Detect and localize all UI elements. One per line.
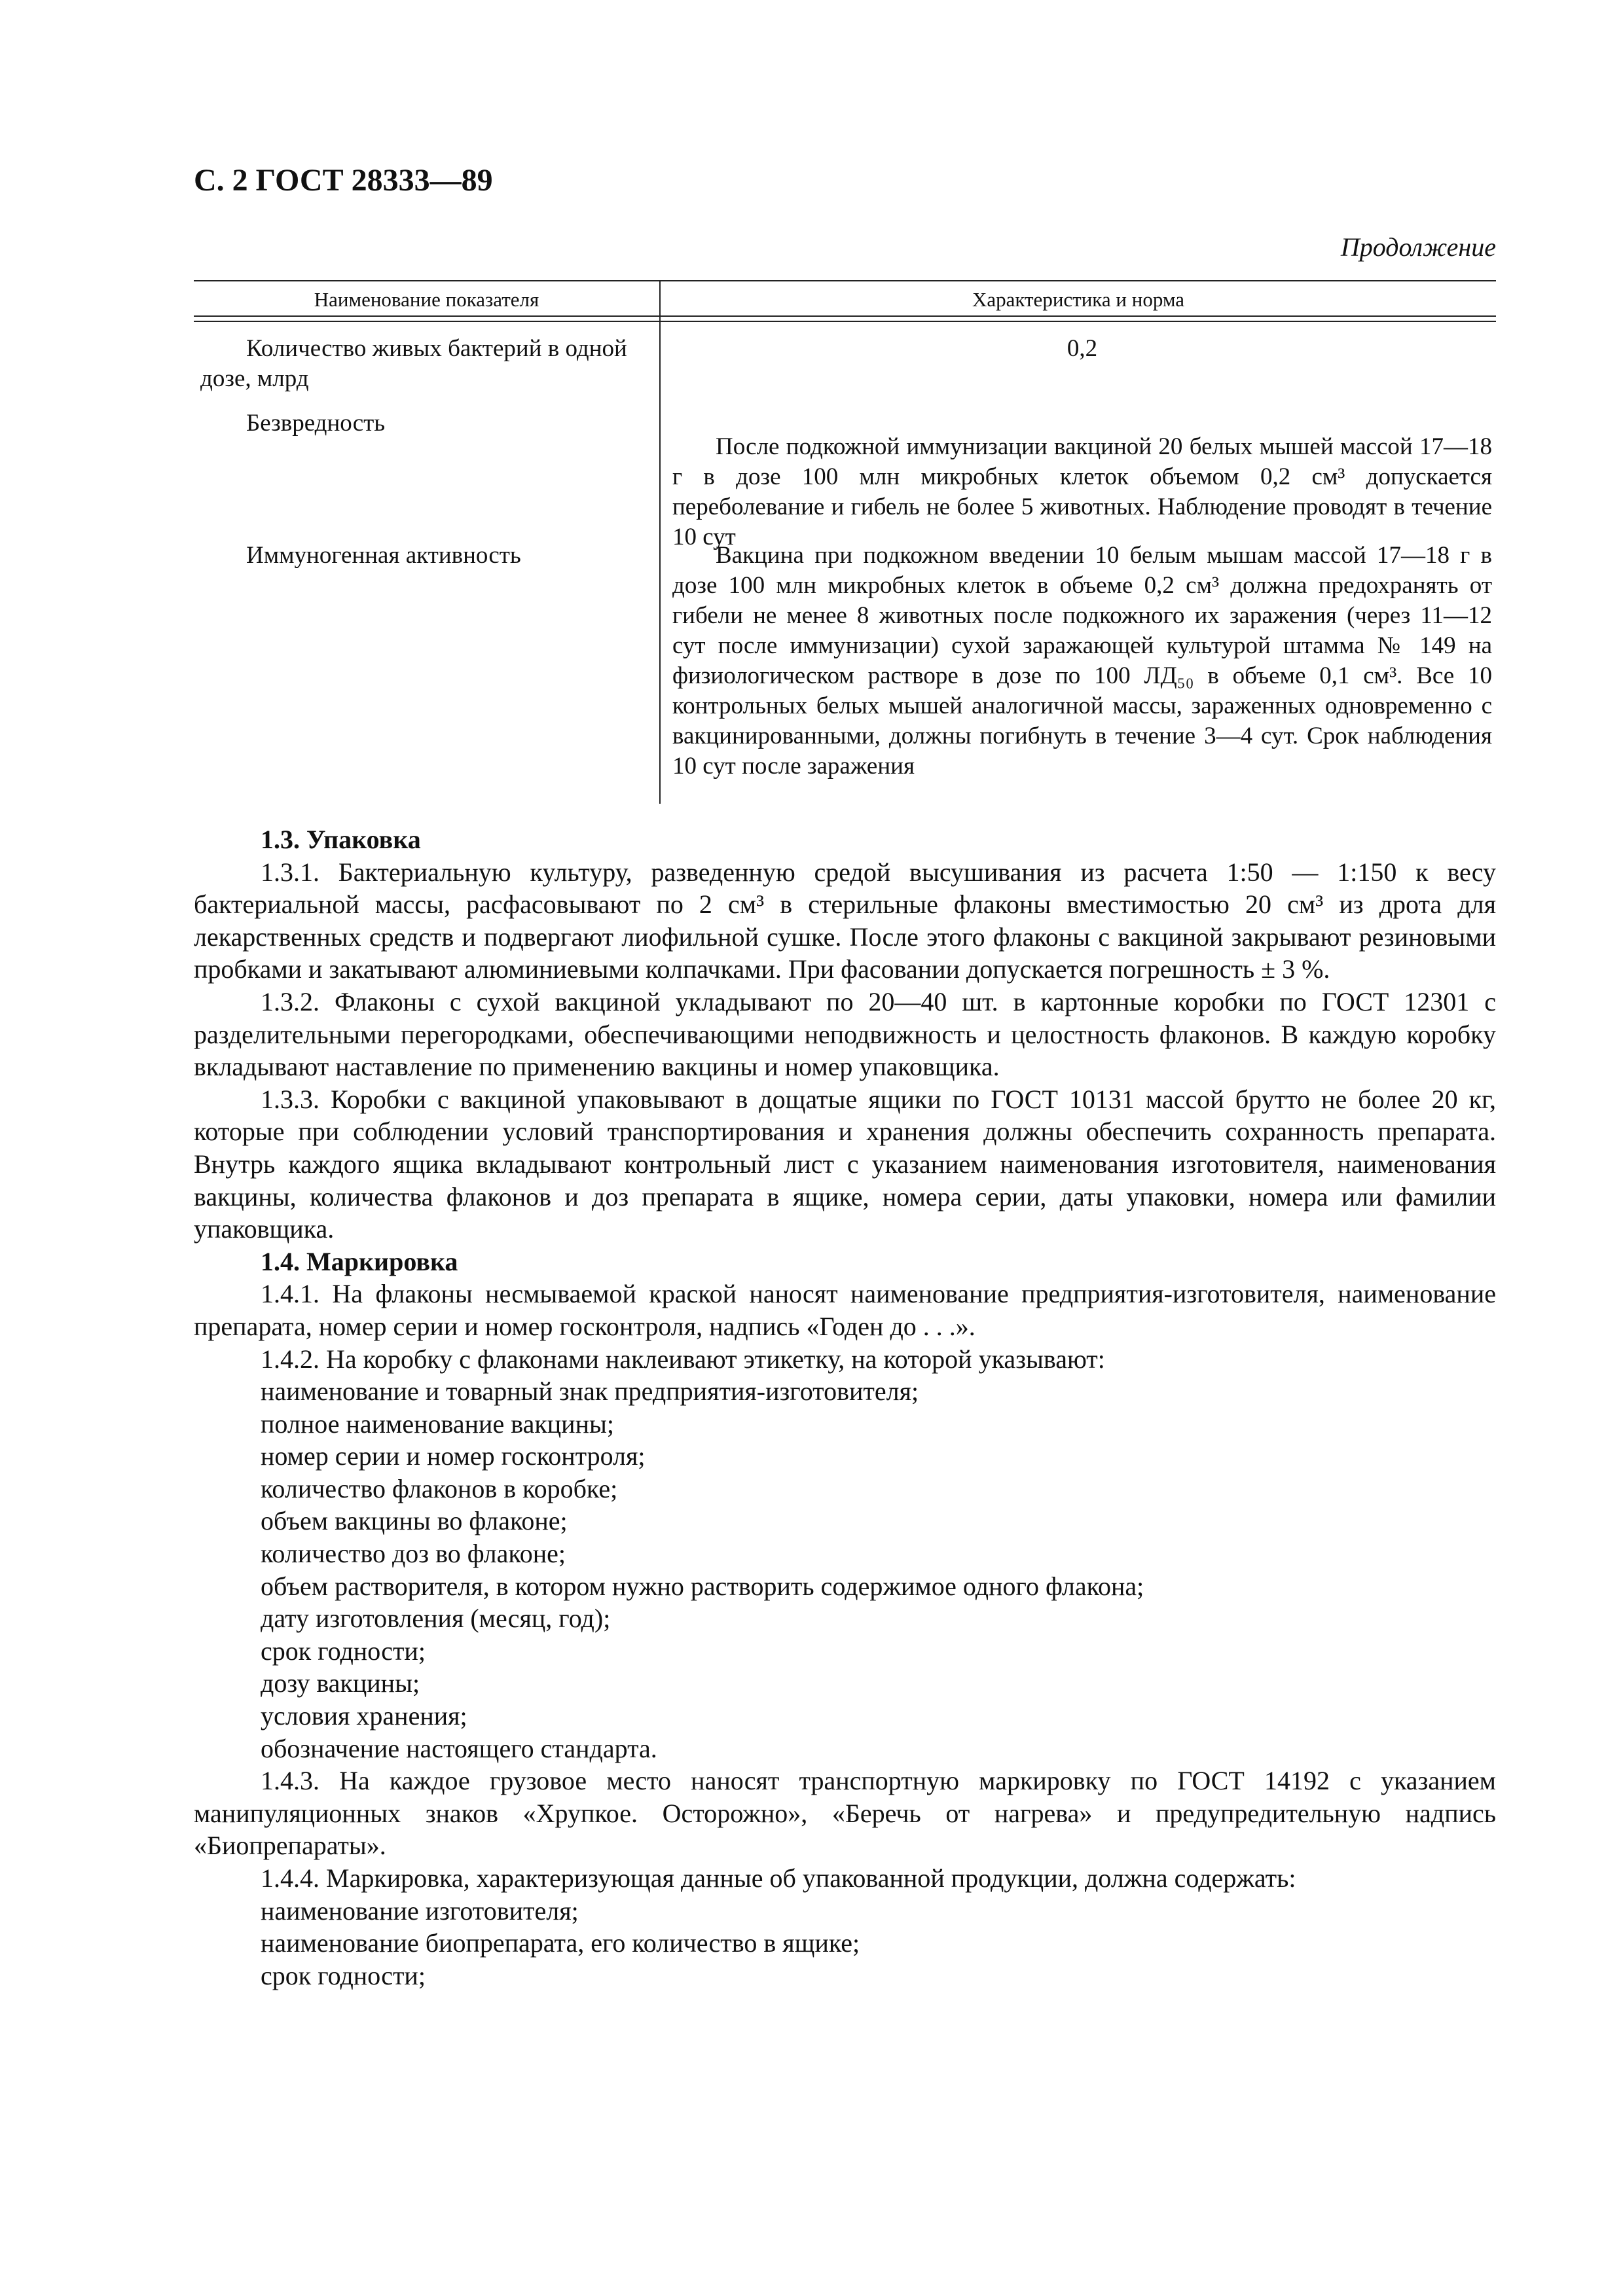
list-item: полное наименование вакцины; <box>261 1408 614 1439</box>
list-item: срок годности; <box>261 1960 426 1990</box>
list-item: наименование изготовителя; <box>261 1895 579 1926</box>
paragraph: 1.4.4. Маркировка, характеризующая данные об упакованной продукции, должна содержать: <box>261 1863 1296 1893</box>
paragraph: 1.4.3. На каждое грузовое место наносят транспортную маркировку по ГОСТ 14192 с указанием манипуляционных знаков «Хрупкое. Осторожно», «Беречь от нагрева» и предупредительную надпись «Биопрепараты». <box>194 1766 1496 1861</box>
list-item: обозначение настоящего стандарта. <box>261 1733 657 1763</box>
list-item: количество флаконов в коробке; <box>261 1473 618 1503</box>
list-item: срок годности; <box>261 1636 426 1666</box>
table-row-value: 0,2 <box>1067 335 1098 362</box>
list-item: наименование и товарный знак предприятия-изготовителя; <box>261 1376 919 1407</box>
paragraph: 1.4.2. На коробку с флаконами наклеивают этикетку, на которой указывают: <box>261 1344 1105 1374</box>
table-header-norm: Характеристика и норма <box>972 288 1185 311</box>
list-item: объем растворителя, в котором нужно растворить содержимое одного флакона; <box>261 1571 1144 1601</box>
table-row-name: Количество живых бактерий в одной дозе, млрд <box>200 335 627 392</box>
list-item: объем вакцины во флаконе; <box>261 1506 568 1536</box>
section-heading: 1.3. Упаковка <box>261 825 421 854</box>
list-item: дату изготовления (месяц, год); <box>261 1604 611 1634</box>
paragraph: 1.4.1. На флаконы несмываемой краской наносят наименование предприятия-изготовителя, наименование препарата, номер серии и номер госконтроля, надпись «Годен до . . .». <box>194 1279 1496 1341</box>
list-item: условия хранения; <box>261 1701 467 1731</box>
paragraph: 1.3.2. Флаконы с сухой вакциной укладывают по 20—40 шт. в картонные коробки по ГОСТ 12301 с разделительными перегородками, обеспечивающими неподвижность и целостность флаконов. В каждую коробку вкладывают наставление по применению вакцины и номер упаковщика. <box>194 986 1496 1082</box>
list-item: дозу вакцины; <box>261 1668 420 1698</box>
table-row-value: Вакцина при подкожном введении 10 белым мышам массой 17—18 г в дозе 100 млн микробных клеток в объеме 0,2 см³ должна предохранять от гибели не менее 8 животных после подкожного их заражения (через 11—12 сут после иммунизации) сухой заражающей культурой штамма № 149 на физиологическом растворе в дозе по 100 ЛД₅₀ в объеме 0,1 см³. Все 10 контрольных белых мышей аналогичной массы, зараженных одновременно с вакцинированными, должны погибнуть в течение 3—4 сут. Срок наблюдения 10 сут после заражения <box>672 542 1492 780</box>
table-column-divider <box>659 280 661 804</box>
paragraph: 1.3.1. Бактериальную культуру, разведенную средой высушивания из расчета 1:50 — 1:150 к весу бактериальной массы, расфасовывают по 2 см³ в стерильные флаконы вместимостью 20 см³ из дрота для лекарственных средств и подвергают лиофильной сушке. После этого флаконы с вакциной закрывают резиновыми пробками и закатывают алюминиевыми колпачками. При фасовании допускается погрешность ± 3 %. <box>194 857 1496 984</box>
table-rule <box>194 321 1496 322</box>
paragraph: 1.3.3. Коробки с вакциной упаковывают в дощатые ящики по ГОСТ 10131 массой брутто не более 20 кг, которые при соблюдении условий транспортирования и хранения должны обеспечить сохранность препарата. Внутрь каждого ящика вкладывают контрольный лист с указанием наименования изготовителя, наименования вакцины, количества флаконов и доз препарата в ящике, номера серии, даты упаковки, номера или фамилии упаковщика. <box>194 1084 1496 1244</box>
table-header-indicator: Наименование показателя <box>314 288 539 311</box>
table-row-name: Иммуногенная активность <box>246 542 521 569</box>
continuation-label: Продолжение <box>1340 232 1496 262</box>
list-item: количество доз во флаконе; <box>261 1539 566 1569</box>
document-body <box>194 823 1496 1992</box>
table-rule <box>194 315 1496 317</box>
table-row-value: После подкожной иммунизации вакциной 20 белых мышей массой 17—18 г в дозе 100 млн микробных клеток объемом 0,2 см³ допускается переболевание и гибель не более 5 животных. Наблюдение проводят в течение 10 сут <box>672 433 1492 550</box>
table-rule <box>194 280 1496 281</box>
section-heading: 1.4. Маркировка <box>261 1246 458 1276</box>
list-item: номер серии и номер госконтроля; <box>261 1441 646 1471</box>
list-item: наименование биопрепарата, его количество в ящике; <box>261 1928 860 1958</box>
table-row-name: Безвредность <box>246 410 386 437</box>
page-header: С. 2 ГОСТ 28333—89 <box>194 163 493 198</box>
